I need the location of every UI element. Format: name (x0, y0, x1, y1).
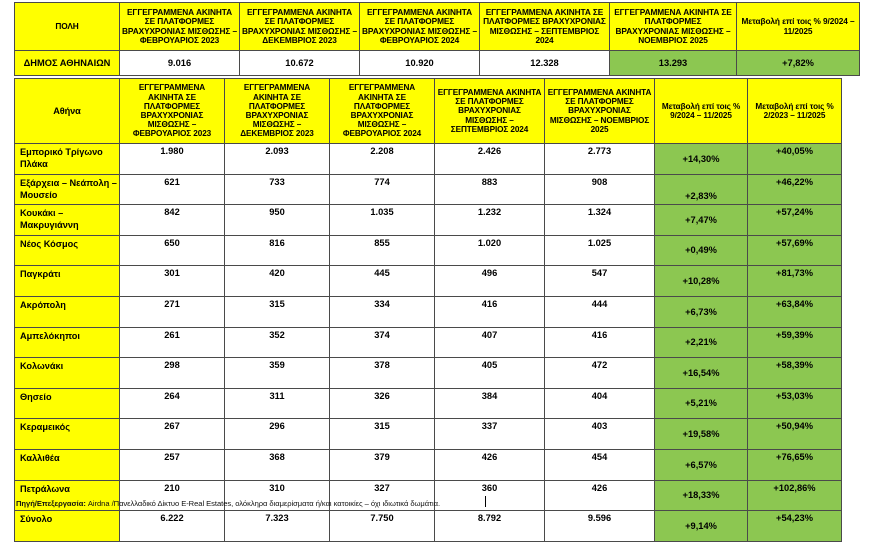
cell-change-recent: +10,28% (655, 266, 748, 297)
cell-change-recent: +5,21% (655, 388, 748, 419)
source-note (16, 499, 440, 508)
main-header-feb-2023: ΕΓΓΕΓΡΑΜΜΕΝΑ ΑΚΙΝΗΤΑ ΣΕ ΠΛΑΤΦΟΡΜΕΣ ΒΡΑΧΥΧΡΟΝΙΑΣ ΜΙΣΘΩΣΗΣ – ΦΕΒΡΟΥΑΡΙΟΣ 2023 (120, 79, 225, 144)
cell-sep-2024: 496 (435, 266, 545, 297)
cell-nov-2025: 426 (545, 480, 655, 511)
text-cursor-caret (485, 496, 486, 507)
summary-value-dec-2023: 10.672 (240, 51, 360, 76)
main-header-change-recent: Μεταβολή επί τοις % 9/2024 – 11/2025 (655, 79, 748, 144)
summary-header-change: Μεταβολή επί τοις % 9/2024 – 11/2025 (737, 3, 860, 51)
cell-feb-2023: 264 (120, 388, 225, 419)
summary-value-change: +7,82% (737, 51, 860, 76)
main-header-sep-2024: ΕΓΓΕΓΡΑΜΜΕΝΑ ΑΚΙΝΗΤΑ ΣΕ ΠΛΑΤΦΟΡΜΕΣ ΒΡΑΧΥΧΡΟΝΙΑΣ ΜΙΣΘΩΣΗΣ – ΣΕΠΤΕΜΒΡΙΟΣ 2024 (435, 79, 545, 144)
cell-change-total: +57,24% (748, 205, 842, 236)
main-header-feb-2024: ΕΓΓΕΓΡΑΜΜΕΝΑ ΑΚΙΝΗΤΑ ΣΕ ΠΛΑΤΦΟΡΜΕΣ ΒΡΑΧΥΧΡΟΝΙΑΣ ΜΙΣΘΩΣΗΣ – ΦΕΒΡΟΥΑΡΙΟΣ 2024 (330, 79, 435, 144)
cell-change-recent: +7,47% (655, 205, 748, 236)
cell-nov-2025: 454 (545, 449, 655, 480)
summary-header-feb-2023: ΕΓΓΕΓΡΑΜΜΕΝΑ ΑΚΙΝΗΤΑ ΣΕ ΠΛΑΤΦΟΡΜΕΣ ΒΡΑΧΥΧΡΟΝΙΑΣ ΜΙΣΘΩΣΗΣ – ΦΕΒΡΟΥΑΡΙΟΣ 2023 (120, 3, 240, 51)
table-row (15, 358, 842, 389)
cell-dec-2023: 310 (225, 480, 330, 511)
cell-dec-2023: 311 (225, 388, 330, 419)
cell-change-total: +50,94% (748, 419, 842, 450)
table-row (15, 419, 842, 450)
cell-feb-2024: 379 (330, 449, 435, 480)
cell-change-recent: +18,33% (655, 480, 748, 511)
cell-area-name: Αμπελόκηποι (15, 327, 120, 358)
cell-sep-2024: 426 (435, 449, 545, 480)
summary-table (14, 2, 860, 76)
cell-change-total: +81,73% (748, 266, 842, 297)
cell-nov-2025: 1.025 (545, 235, 655, 266)
cell-change-recent: +16,54% (655, 358, 748, 389)
summary-header-feb-2024: ΕΓΓΕΓΡΑΜΜΕΝΑ ΑΚΙΝΗΤΑ ΣΕ ΠΛΑΤΦΟΡΜΕΣ ΒΡΑΧΥΧΡΟΝΙΑΣ ΜΙΣΘΩΣΗΣ – ΦΕΒΡΟΥΑΡΙΟΣ 2024 (360, 3, 480, 51)
cell-nov-2025: 403 (545, 419, 655, 450)
cell-feb-2024: 374 (330, 327, 435, 358)
summary-value-feb-2024: 10.920 (360, 51, 480, 76)
cell-area-name: Καλλιθέα (15, 449, 120, 480)
cell-feb-2023: 1.980 (120, 144, 225, 175)
table-row (15, 144, 842, 175)
cell-change-recent: +6,73% (655, 296, 748, 327)
cell-sep-2024: 883 (435, 174, 545, 205)
cell-sep-2024: 2.426 (435, 144, 545, 175)
cell-nov-2025: 444 (545, 296, 655, 327)
cell-change-recent: +2,83% (655, 174, 748, 205)
cell-feb-2023: 267 (120, 419, 225, 450)
cell-sep-2024: 384 (435, 388, 545, 419)
table-row (15, 511, 842, 542)
cell-dec-2023: 950 (225, 205, 330, 236)
cell-area-name: Θησείο (15, 388, 120, 419)
cell-dec-2023: 420 (225, 266, 330, 297)
cell-sep-2024: 360 (435, 480, 545, 511)
cell-sep-2024: 8.792 (435, 511, 545, 542)
cell-area-name: Εμπορικό Τρίγωνο Πλάκα (15, 144, 120, 175)
cell-change-recent: +9,14% (655, 511, 748, 542)
main-header-nov-2025: ΕΓΓΕΓΡΑΜΜΕΝΑ ΑΚΙΝΗΤΑ ΣΕ ΠΛΑΤΦΟΡΜΕΣ ΒΡΑΧΥΧΡΟΝΙΑΣ ΜΙΣΘΩΣΗΣ – ΝΟΕΜΒΡΙΟΣ 2025 (545, 79, 655, 144)
cell-feb-2024: 315 (330, 419, 435, 450)
cell-nov-2025: 472 (545, 358, 655, 389)
cell-feb-2024: 2.208 (330, 144, 435, 175)
cell-nov-2025: 1.324 (545, 205, 655, 236)
cell-feb-2024: 326 (330, 388, 435, 419)
table-row (15, 449, 842, 480)
source-note-label: Πηγή/Επεξεργασία: (16, 499, 86, 508)
cell-area-name: Παγκράτι (15, 266, 120, 297)
table-row (15, 388, 842, 419)
table-row (15, 266, 842, 297)
neighborhood-table (14, 78, 842, 542)
cell-area-name: Νέος Κόσμος (15, 235, 120, 266)
cell-nov-2025: 9.596 (545, 511, 655, 542)
cell-change-total: +57,69% (748, 235, 842, 266)
cell-feb-2024: 7.750 (330, 511, 435, 542)
cell-feb-2024: 378 (330, 358, 435, 389)
cell-change-recent: +6,57% (655, 449, 748, 480)
summary-header-row (15, 3, 860, 51)
summary-header-nov-2025: ΕΓΓΕΓΡΑΜΜΕΝΑ ΑΚΙΝΗΤΑ ΣΕ ΠΛΑΤΦΟΡΜΕΣ ΒΡΑΧΥΧΡΟΝΙΑΣ ΜΙΣΘΩΣΗΣ – ΝΟΕΜΒΡΙΟΣ 2025 (610, 3, 737, 51)
cell-area-name: Κολωνάκι (15, 358, 120, 389)
cell-change-total: +54,23% (748, 511, 842, 542)
main-header-area: Αθήνα (15, 79, 120, 144)
cell-sep-2024: 1.232 (435, 205, 545, 236)
cell-feb-2023: 271 (120, 296, 225, 327)
cell-feb-2024: 855 (330, 235, 435, 266)
cell-area-name: Κεραμεικός (15, 419, 120, 450)
table-row (15, 327, 842, 358)
cell-change-total: +40,05% (748, 144, 842, 175)
cell-change-recent: +2,21% (655, 327, 748, 358)
summary-value-sep-2024: 12.328 (480, 51, 610, 76)
cell-change-total: +59,39% (748, 327, 842, 358)
cell-area-name: Εξάρχεια – Νεάπολη – Μουσείο (15, 174, 120, 205)
cell-feb-2024: 334 (330, 296, 435, 327)
summary-header-city: ΠΟΛΗ (15, 3, 120, 51)
cell-area-name: Πετράλωνα (15, 480, 120, 511)
cell-change-recent: +14,30% (655, 144, 748, 175)
summary-value-feb-2023: 9.016 (120, 51, 240, 76)
cell-feb-2024: 1.035 (330, 205, 435, 236)
cell-change-recent: +19,58% (655, 419, 748, 450)
main-header-change-total: Μεταβολή επί τοις % 2/2023 – 11/2025 (748, 79, 842, 144)
cell-nov-2025: 404 (545, 388, 655, 419)
cell-area-name: Κουκάκι – Μακρυγιάννη (15, 205, 120, 236)
cell-sep-2024: 416 (435, 296, 545, 327)
summary-table-row (15, 51, 860, 76)
cell-nov-2025: 416 (545, 327, 655, 358)
cell-change-total: +76,65% (748, 449, 842, 480)
table-row (15, 174, 842, 205)
cell-dec-2023: 315 (225, 296, 330, 327)
cell-feb-2023: 261 (120, 327, 225, 358)
cell-dec-2023: 296 (225, 419, 330, 450)
table-row (15, 205, 842, 236)
cell-dec-2023: 368 (225, 449, 330, 480)
table-row (15, 235, 842, 266)
cell-nov-2025: 2.773 (545, 144, 655, 175)
summary-header-sep-2024: ΕΓΓΕΓΡΑΜΜΕΝΑ ΑΚΙΝΗΤΑ ΣΕ ΠΛΑΤΦΟΡΜΕΣ ΒΡΑΧΥΧΡΟΝΙΑΣ ΜΙΣΘΩΣΗΣ – ΣΕΠΤΕΜΒΡΙΟΣ 2024 (480, 3, 610, 51)
cell-nov-2025: 908 (545, 174, 655, 205)
cell-feb-2023: 301 (120, 266, 225, 297)
cell-feb-2023: 621 (120, 174, 225, 205)
summary-header-dec-2023: ΕΓΓΕΓΡΑΜΜΕΝΑ ΑΚΙΝΗΤΑ ΣΕ ΠΛΑΤΦΟΡΜΕΣ ΒΡΑΧΥΧΡΟΝΙΑΣ ΜΙΣΘΩΣΗΣ – ΔΕΚΕΜΒΡΙΟΣ 2023 (240, 3, 360, 51)
cell-change-total: +63,84% (748, 296, 842, 327)
cell-dec-2023: 352 (225, 327, 330, 358)
cell-area-name: Σύνολο (15, 511, 120, 542)
cell-change-recent: +0,49% (655, 235, 748, 266)
cell-area-name: Ακρόπολη (15, 296, 120, 327)
cell-dec-2023: 7.323 (225, 511, 330, 542)
cell-feb-2024: 774 (330, 174, 435, 205)
neighborhood-table-body (15, 144, 842, 542)
cell-sep-2024: 1.020 (435, 235, 545, 266)
cell-feb-2023: 650 (120, 235, 225, 266)
cell-feb-2024: 327 (330, 480, 435, 511)
cell-sep-2024: 337 (435, 419, 545, 450)
cell-dec-2023: 2.093 (225, 144, 330, 175)
cell-feb-2023: 210 (120, 480, 225, 511)
cell-change-total: +53,03% (748, 388, 842, 419)
cell-sep-2024: 405 (435, 358, 545, 389)
cell-change-total: +46,22% (748, 174, 842, 205)
cell-feb-2023: 842 (120, 205, 225, 236)
source-note-text: Airdna /Πανελλαδικό Δίκτυο E-Real Estates, ολόκληρα διαμερίσματα ή/και κατοικίες – όχι ιδιωτικά δωμάτια. (85, 499, 441, 508)
cell-feb-2023: 298 (120, 358, 225, 389)
cell-change-total: +58,39% (748, 358, 842, 389)
cell-dec-2023: 733 (225, 174, 330, 205)
cell-dec-2023: 359 (225, 358, 330, 389)
cell-sep-2024: 407 (435, 327, 545, 358)
cell-feb-2024: 445 (330, 266, 435, 297)
table-row (15, 296, 842, 327)
main-header-dec-2023: ΕΓΓΕΓΡΑΜΜΕΝΑ ΑΚΙΝΗΤΑ ΣΕ ΠΛΑΤΦΟΡΜΕΣ ΒΡΑΧΥΧΡΟΝΙΑΣ ΜΙΣΘΩΣΗΣ – ΔΕΚΕΜΒΡΙΟΣ 2023 (225, 79, 330, 144)
cell-nov-2025: 547 (545, 266, 655, 297)
cell-feb-2023: 6.222 (120, 511, 225, 542)
cell-dec-2023: 816 (225, 235, 330, 266)
summary-value-nov-2025: 13.293 (610, 51, 737, 76)
cell-feb-2023: 257 (120, 449, 225, 480)
main-header-row (15, 79, 842, 144)
cell-change-total: +102,86% (748, 480, 842, 511)
summary-city-label: ΔΗΜΟΣ ΑΘΗΝΑΙΩΝ (15, 51, 120, 76)
